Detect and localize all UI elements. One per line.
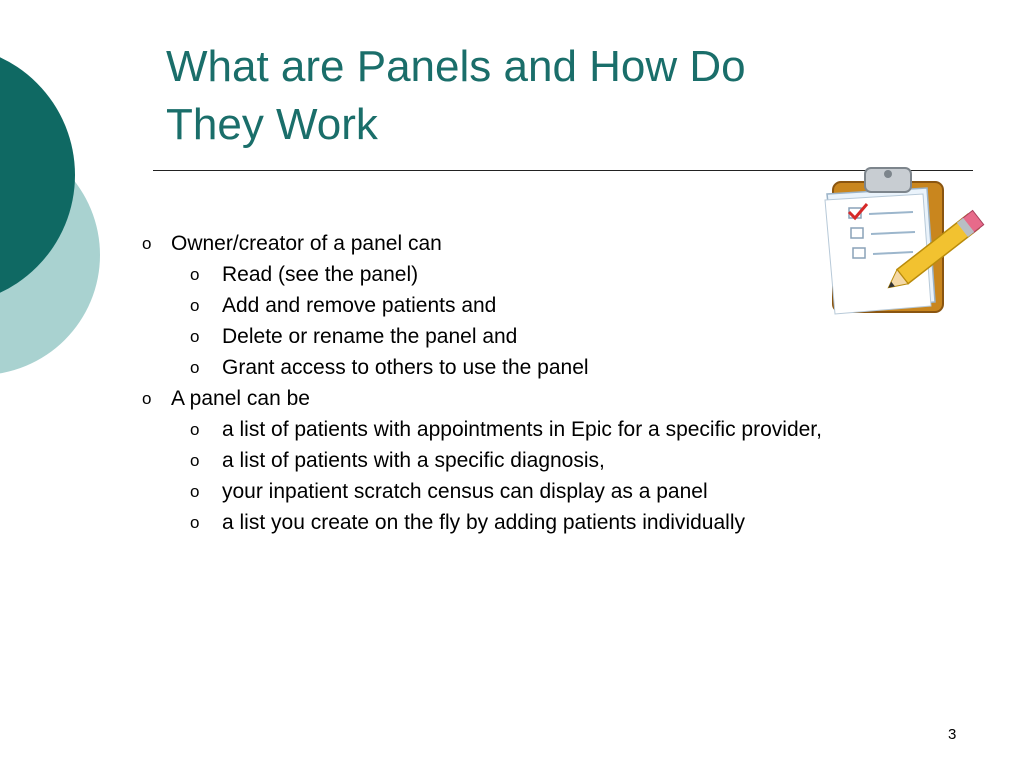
bullet-item: [140, 383, 900, 414]
bullet-marker: o: [190, 420, 200, 439]
bullet-item: [140, 507, 900, 538]
bullet-marker: o: [190, 265, 200, 284]
bullet-text: a list of patients with appointments in Epic for a specific provider,: [222, 418, 822, 441]
bullet-item: [140, 414, 900, 445]
bullet-item: [140, 321, 900, 352]
bullet-marker: o: [190, 513, 200, 532]
bullet-marker: o: [142, 234, 152, 253]
bullet-item: [140, 445, 900, 476]
bullet-text: Delete or rename the panel and: [222, 325, 518, 348]
title-line-2: They Work: [166, 100, 378, 149]
bullet-marker: o: [190, 358, 200, 377]
bullet-text: Add and remove patients and: [222, 294, 497, 317]
bullet-item: [140, 476, 900, 507]
bullet-text: a list of patients with a specific diagnosis,: [222, 449, 605, 472]
bullet-item: [140, 290, 900, 321]
bullet-marker: o: [190, 451, 200, 470]
bullet-text: Read (see the panel): [222, 263, 419, 286]
bullet-text: A panel can be: [171, 387, 310, 410]
title-line-1: What are Panels and How Do: [166, 42, 746, 91]
bullet-item: [140, 259, 900, 290]
bullet-marker: o: [190, 327, 200, 346]
bullet-text: Grant access to others to use the panel: [222, 356, 589, 379]
bullet-text: your inpatient scratch census can display as a panel: [222, 480, 708, 503]
slide-title: [166, 38, 886, 154]
bullet-text: Owner/creator of a panel can: [171, 232, 442, 255]
decorative-circles: [0, 0, 130, 420]
bullet-item: [140, 352, 900, 383]
bullet-marker: o: [190, 482, 200, 501]
bullet-list: [140, 228, 900, 538]
bullet-text: a list you create on the fly by adding patients individually: [222, 511, 745, 534]
page-number: 3: [948, 726, 957, 743]
bullet-marker: o: [190, 296, 200, 315]
bullet-marker: o: [142, 389, 152, 408]
bullet-item: [140, 228, 900, 259]
